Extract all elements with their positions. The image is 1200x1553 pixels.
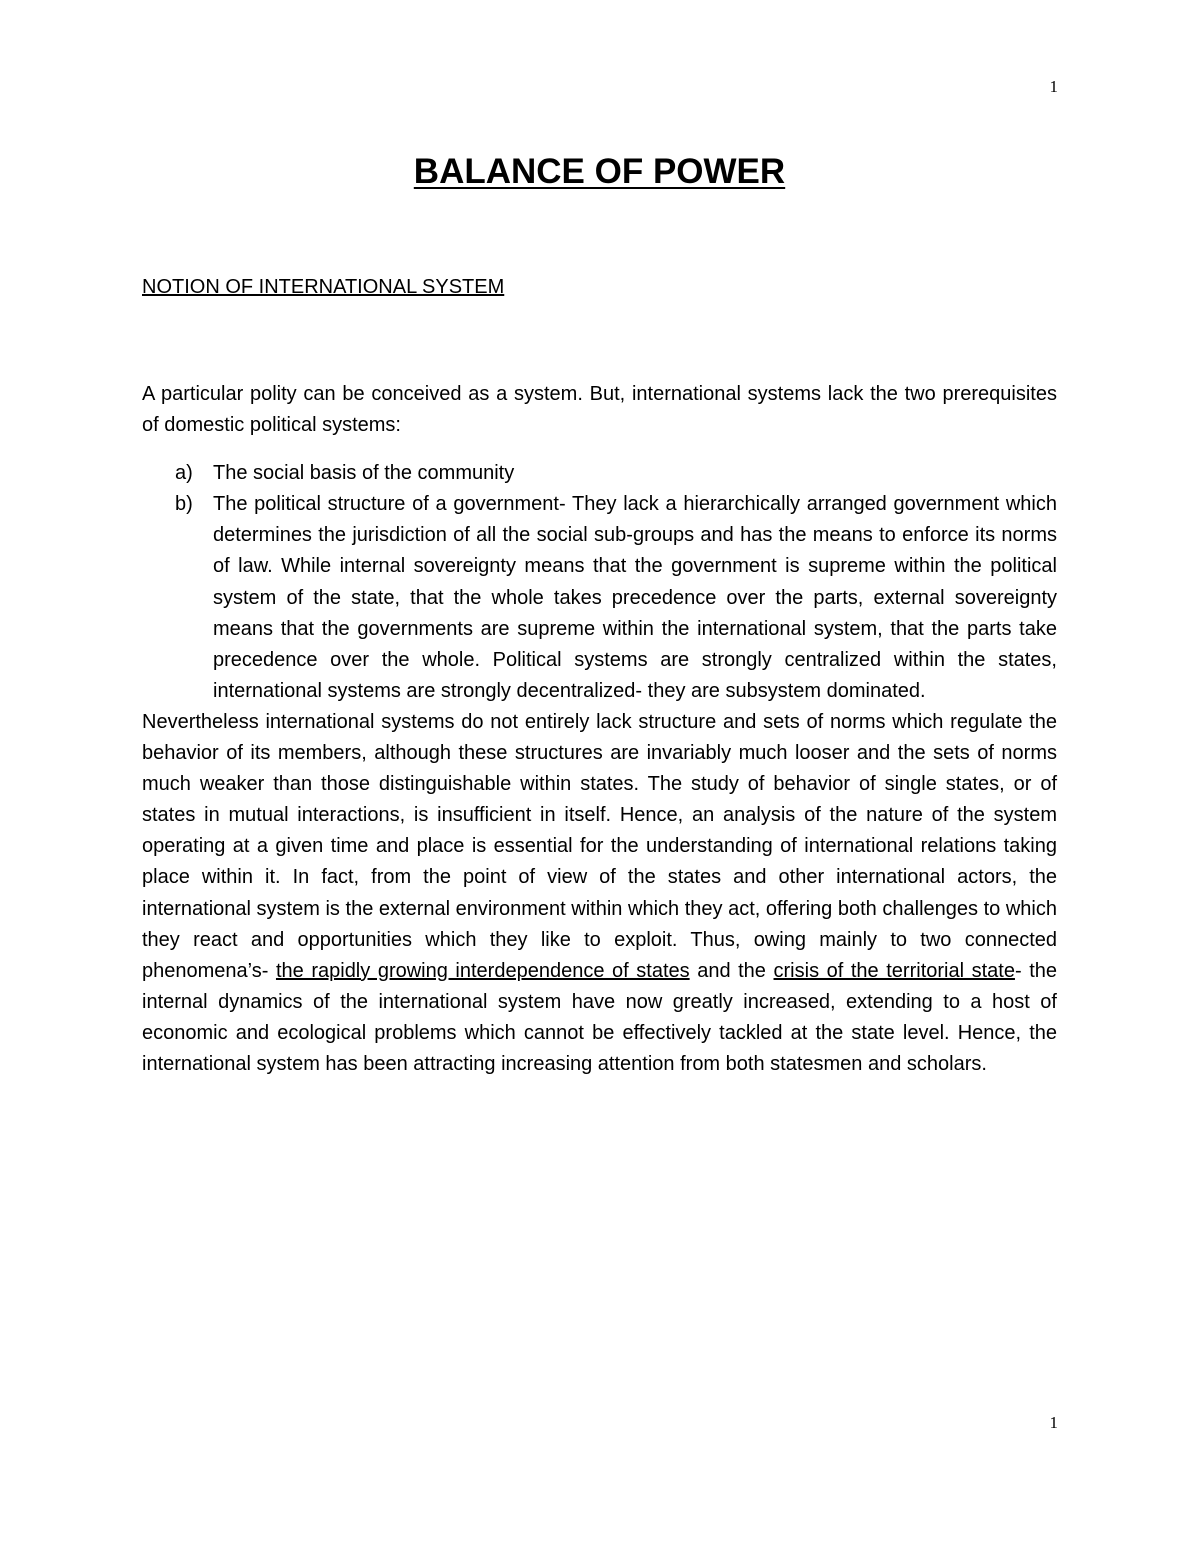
list-item-text: The social basis of the community [213,462,515,485]
document-body [142,150,1057,1080]
intro-paragraph: A particular polity can be conceived as a system. But, international systems lack the two prerequisites of domestic political systems: [142,383,1057,437]
list-marker: b) [175,493,193,516]
prerequisite-list [142,458,1057,707]
section-heading: NOTION OF INTERNATIONAL SYSTEM [142,276,505,298]
list-item [142,489,1057,707]
underlined-phrase-territorial-state: crisis of the territorial state [773,959,1015,982]
document-title: BALANCE OF POWER [413,152,786,191]
list-item-text: The political structure of a government- They lack a hierarchically arranged government which determines the jurisdiction of all the social sub-groups and has the means to enforce its norms of law. While internal sovereignty means that the government is supreme within the political system of the state, that the whole takes precedence over the parts, external sovereignty means that the governments are supreme within the international system, that the parts take precedence over the whole. Political systems are strongly centralized within the states, international systems are strongly decentralized- they are subsystem dominated. [213,493,1057,702]
paragraph-text: - the internal dynamics of the international system have now greatly increased, extending to a host of economic and ecological problems which cannot be effectively tackled at the state level. Hence, the international system has been attracting increasing attention from both statesmen and scholars. [142,959,1057,1075]
paragraph-text: and the [689,959,774,982]
body-paragraph [142,707,1057,1080]
paragraph-text: Nevertheless international systems do not entirely lack structure and sets of norms which regulate the behavior of its members, although these structures are invariably much looser and the sets of norms much weaker than those distinguishable within states. The study of behavior of single states, or of states in mutual interactions, is insufficient in itself. Hence, an analysis of the nature of the system operating at a given time and place is essential for the understanding of international relations taking place within it. In fact, from the point of view of the states and other international actors, the international system is the external environment within which they act, offering both challenges to which they react and opportunities which they like to exploit. Thus, owing mainly to two connected phenomena’s- [142,710,1057,982]
page-number-top: 1 [1049,77,1058,96]
page-number-bottom: 1 [1049,1413,1058,1432]
list-marker: a) [175,462,193,485]
list-item [142,458,1057,489]
underlined-phrase-interdependence: the rapidly growing interdependence of states [275,959,690,982]
